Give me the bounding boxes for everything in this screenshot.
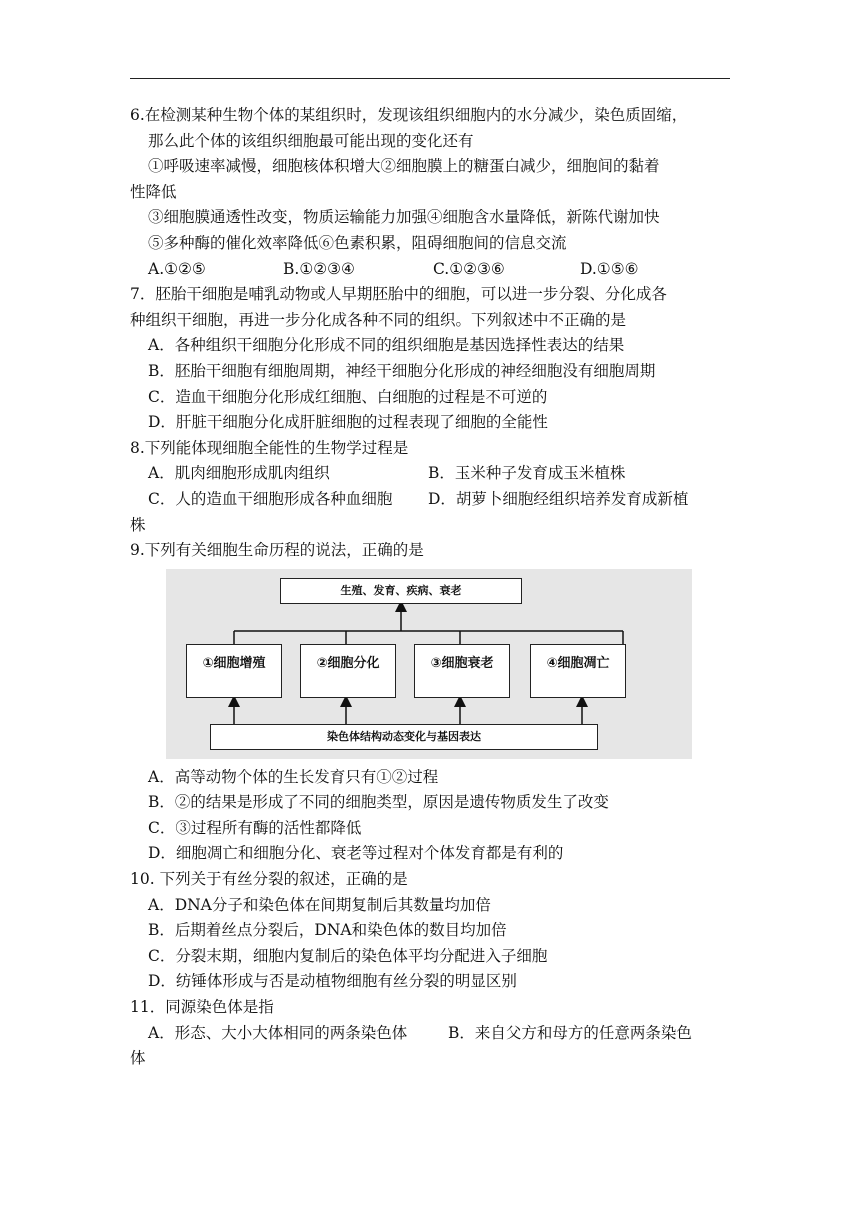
- diagram-bottom-box: 染色体结构动态变化与基因表达: [210, 724, 598, 750]
- header-rule: [130, 78, 730, 79]
- question-8: [130, 436, 730, 538]
- q9-option-d[interactable]: D．细胞凋亡和细胞分化、衰老等过程对个体发育都是有利的: [148, 844, 564, 863]
- question-6: [130, 103, 730, 282]
- q11-stem: 11．同源染色体是指: [130, 998, 274, 1017]
- q6-item-1-wrap: 性降低: [130, 182, 177, 201]
- q8-option-c[interactable]: C．人的造血干细胞形成各种血细胞: [148, 489, 393, 508]
- q11-option-a[interactable]: A．形态、大小大体相同的两条染色体: [148, 1023, 408, 1042]
- q7-option-c[interactable]: C．造血干细胞分化形成红细胞、白细胞的过程是不可逆的: [148, 387, 548, 406]
- q6-options: [130, 257, 730, 283]
- question-11: [130, 995, 730, 1072]
- q11-option-b-wrap: 体: [130, 1049, 146, 1068]
- q6-stem-line1: 6.在检测某种生物个体的某组织时，发现该组织细胞内的水分减少，染色质固缩，: [130, 106, 688, 124]
- q11-options-row1: [130, 1021, 730, 1047]
- q7-option-a[interactable]: A．各种组织干细胞分化形成不同的组织细胞是基因选择性表达的结果: [148, 336, 625, 355]
- q8-option-d-wrap: 株: [130, 515, 146, 534]
- q6-item-2: ③细胞膜通透性改变，物质运输能力加强④细胞含水量降低，新陈代谢加快: [148, 208, 660, 227]
- diagram-node-4: ④细胞凋亡: [530, 644, 626, 698]
- cell-life-diagram: [166, 569, 692, 759]
- q8-option-d[interactable]: D．胡萝卜细胞经组织培养发育成新植: [428, 489, 689, 508]
- q10-option-b[interactable]: B．后期着丝点分裂后，DNA和染色体的数目均加倍: [148, 921, 507, 940]
- question-9: [130, 538, 730, 867]
- q10-option-c[interactable]: C．分裂末期，细胞内复制后的染色体平均分配进入子细胞: [148, 946, 548, 965]
- q10-stem: 10. 下列关于有丝分裂的叙述，正确的是: [130, 870, 408, 889]
- q7-option-d[interactable]: D．肝脏干细胞分化成肝脏细胞的过程表现了细胞的全能性: [148, 413, 548, 432]
- q10-option-a[interactable]: A．DNA分子和染色体在间期复制后其数量均加倍: [148, 895, 491, 914]
- q9-stem: 9.下列有关细胞生命历程的说法，正确的是: [130, 541, 424, 560]
- q7-stem-line1: 7．胚胎干细胞是哺乳动物或人早期胚胎中的细胞，可以进一步分裂、分化成各: [130, 285, 667, 304]
- q6-option-a[interactable]: A.①②⑤: [148, 259, 206, 278]
- q9-option-b[interactable]: B．②的结果是形成了不同的细胞类型，原因是遗传物质发生了改变: [148, 793, 609, 812]
- q6-option-c[interactable]: C.①②③⑥: [433, 259, 505, 278]
- q8-option-b[interactable]: B．玉米种子发育成玉米植株: [428, 464, 626, 483]
- q8-stem: 8.下列能体现细胞全能性的生物学过程是: [130, 438, 409, 457]
- q6-stem-line2: 那么此个体的该组织细胞最可能出现的变化还有: [148, 131, 474, 150]
- q6-option-b[interactable]: B.①②③④: [283, 259, 355, 278]
- diagram-top-box: 生殖、发育、疾病、衰老: [280, 578, 522, 604]
- q9-option-a[interactable]: A．高等动物个体的生长发育只有①②过程: [148, 767, 439, 786]
- diagram-node-3: ③细胞衰老: [414, 644, 510, 698]
- q8-option-a[interactable]: A．肌肉细胞形成肌肉组织: [148, 464, 330, 483]
- q11-option-b[interactable]: B．来自父方和母方的任意两条染色: [448, 1023, 692, 1042]
- q8-options-row1: [130, 461, 730, 487]
- q7-option-b[interactable]: B．胚胎干细胞有细胞周期，神经干细胞分化形成的神经细胞没有细胞周期: [148, 361, 656, 380]
- q8-options-row2: [130, 487, 730, 513]
- diagram-node-2: ②细胞分化: [300, 644, 396, 698]
- q9-option-c[interactable]: C．③过程所有酶的活性都降低: [148, 818, 362, 837]
- question-7: [130, 282, 730, 436]
- question-10: [130, 867, 730, 995]
- q6-option-d[interactable]: D.①⑤⑥: [580, 259, 639, 278]
- q7-stem-line2: 种组织干细胞，再进一步分化成各种不同的组织。下列叙述中不正确的是: [130, 310, 627, 329]
- exam-page: [130, 103, 730, 1072]
- q10-option-d[interactable]: D．纺锤体形成与否是动植物细胞有丝分裂的明显区别: [148, 972, 517, 991]
- q6-item-1: ①呼吸速率减慢，细胞核体积增大②细胞膜上的糖蛋白减少，细胞间的黏着: [148, 157, 660, 176]
- diagram-node-1: ①细胞增殖: [186, 644, 282, 698]
- q6-item-3: ⑤多种酶的催化效率降低⑥色素积累，阻碍细胞间的信息交流: [148, 233, 567, 252]
